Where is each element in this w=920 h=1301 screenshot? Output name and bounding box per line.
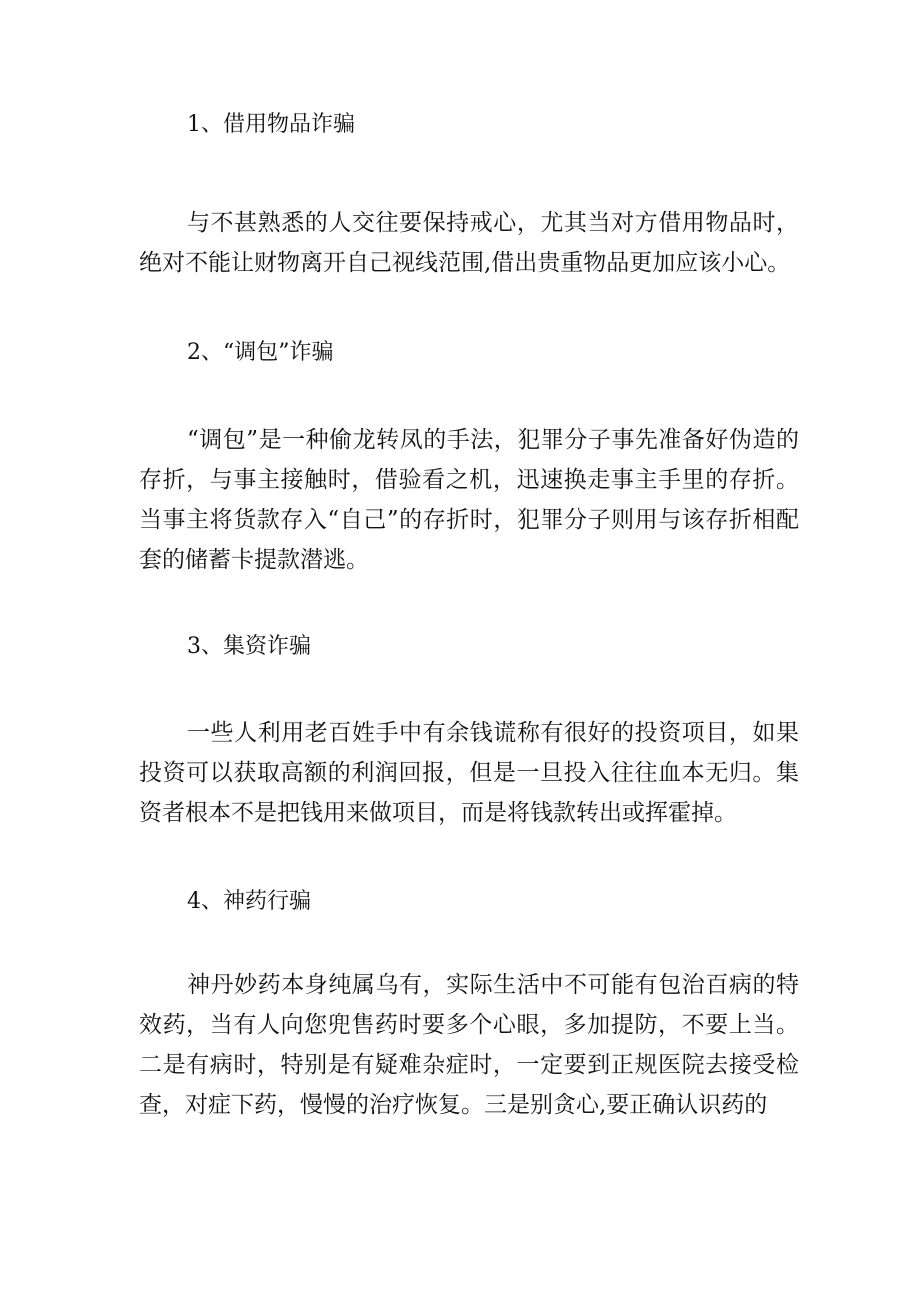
section-4-heading: 4、神药行骗 [187,889,311,914]
section-2-heading: 2、“调包”诈骗 [187,340,334,365]
section-2-paragraph: “调包”是一种偷龙转凤的手法，犯罪分子事先准备好伪造的存折，与事主接触时，借验看之机，迅速换走事主手里的存折。当事主将货款存入“自己”的存折时，犯罪分子则用与该存折相配套的储蓄卡提款潜逃。 [139,427,799,573]
section-3-paragraph: 一些人利用老百姓手中有余钱谎称有很好的投资项目，如果投资可以获取高额的利润回报，但是一旦投入往往血本无归。集资者根本不是把钱用来做项目，而是将钱款转出或挥霍掉。 [139,720,799,826]
section-4-paragraph: 神丹妙药本身纯属乌有，实际生活中不可能有包治百病的特效药，当有人向您兜售药时要多个心眼，多加提防，不要上当。二是有病时，特别是有疑难杂症时，一定要到正规医院去接受检查，对症下药，慢慢的治疗恢复。三是别贪心,要正确认识药的 [139,972,799,1118]
section-3-heading: 3、集资诈骗 [187,634,311,659]
section-1-paragraph: 与不甚熟悉的人交往要保持戒心，尤其当对方借用物品时，绝对不能让财物离开自己视线范围,借出贵重物品更加应该小心。 [139,210,799,276]
section-1-heading: 1、借用物品诈骗 [187,112,355,137]
